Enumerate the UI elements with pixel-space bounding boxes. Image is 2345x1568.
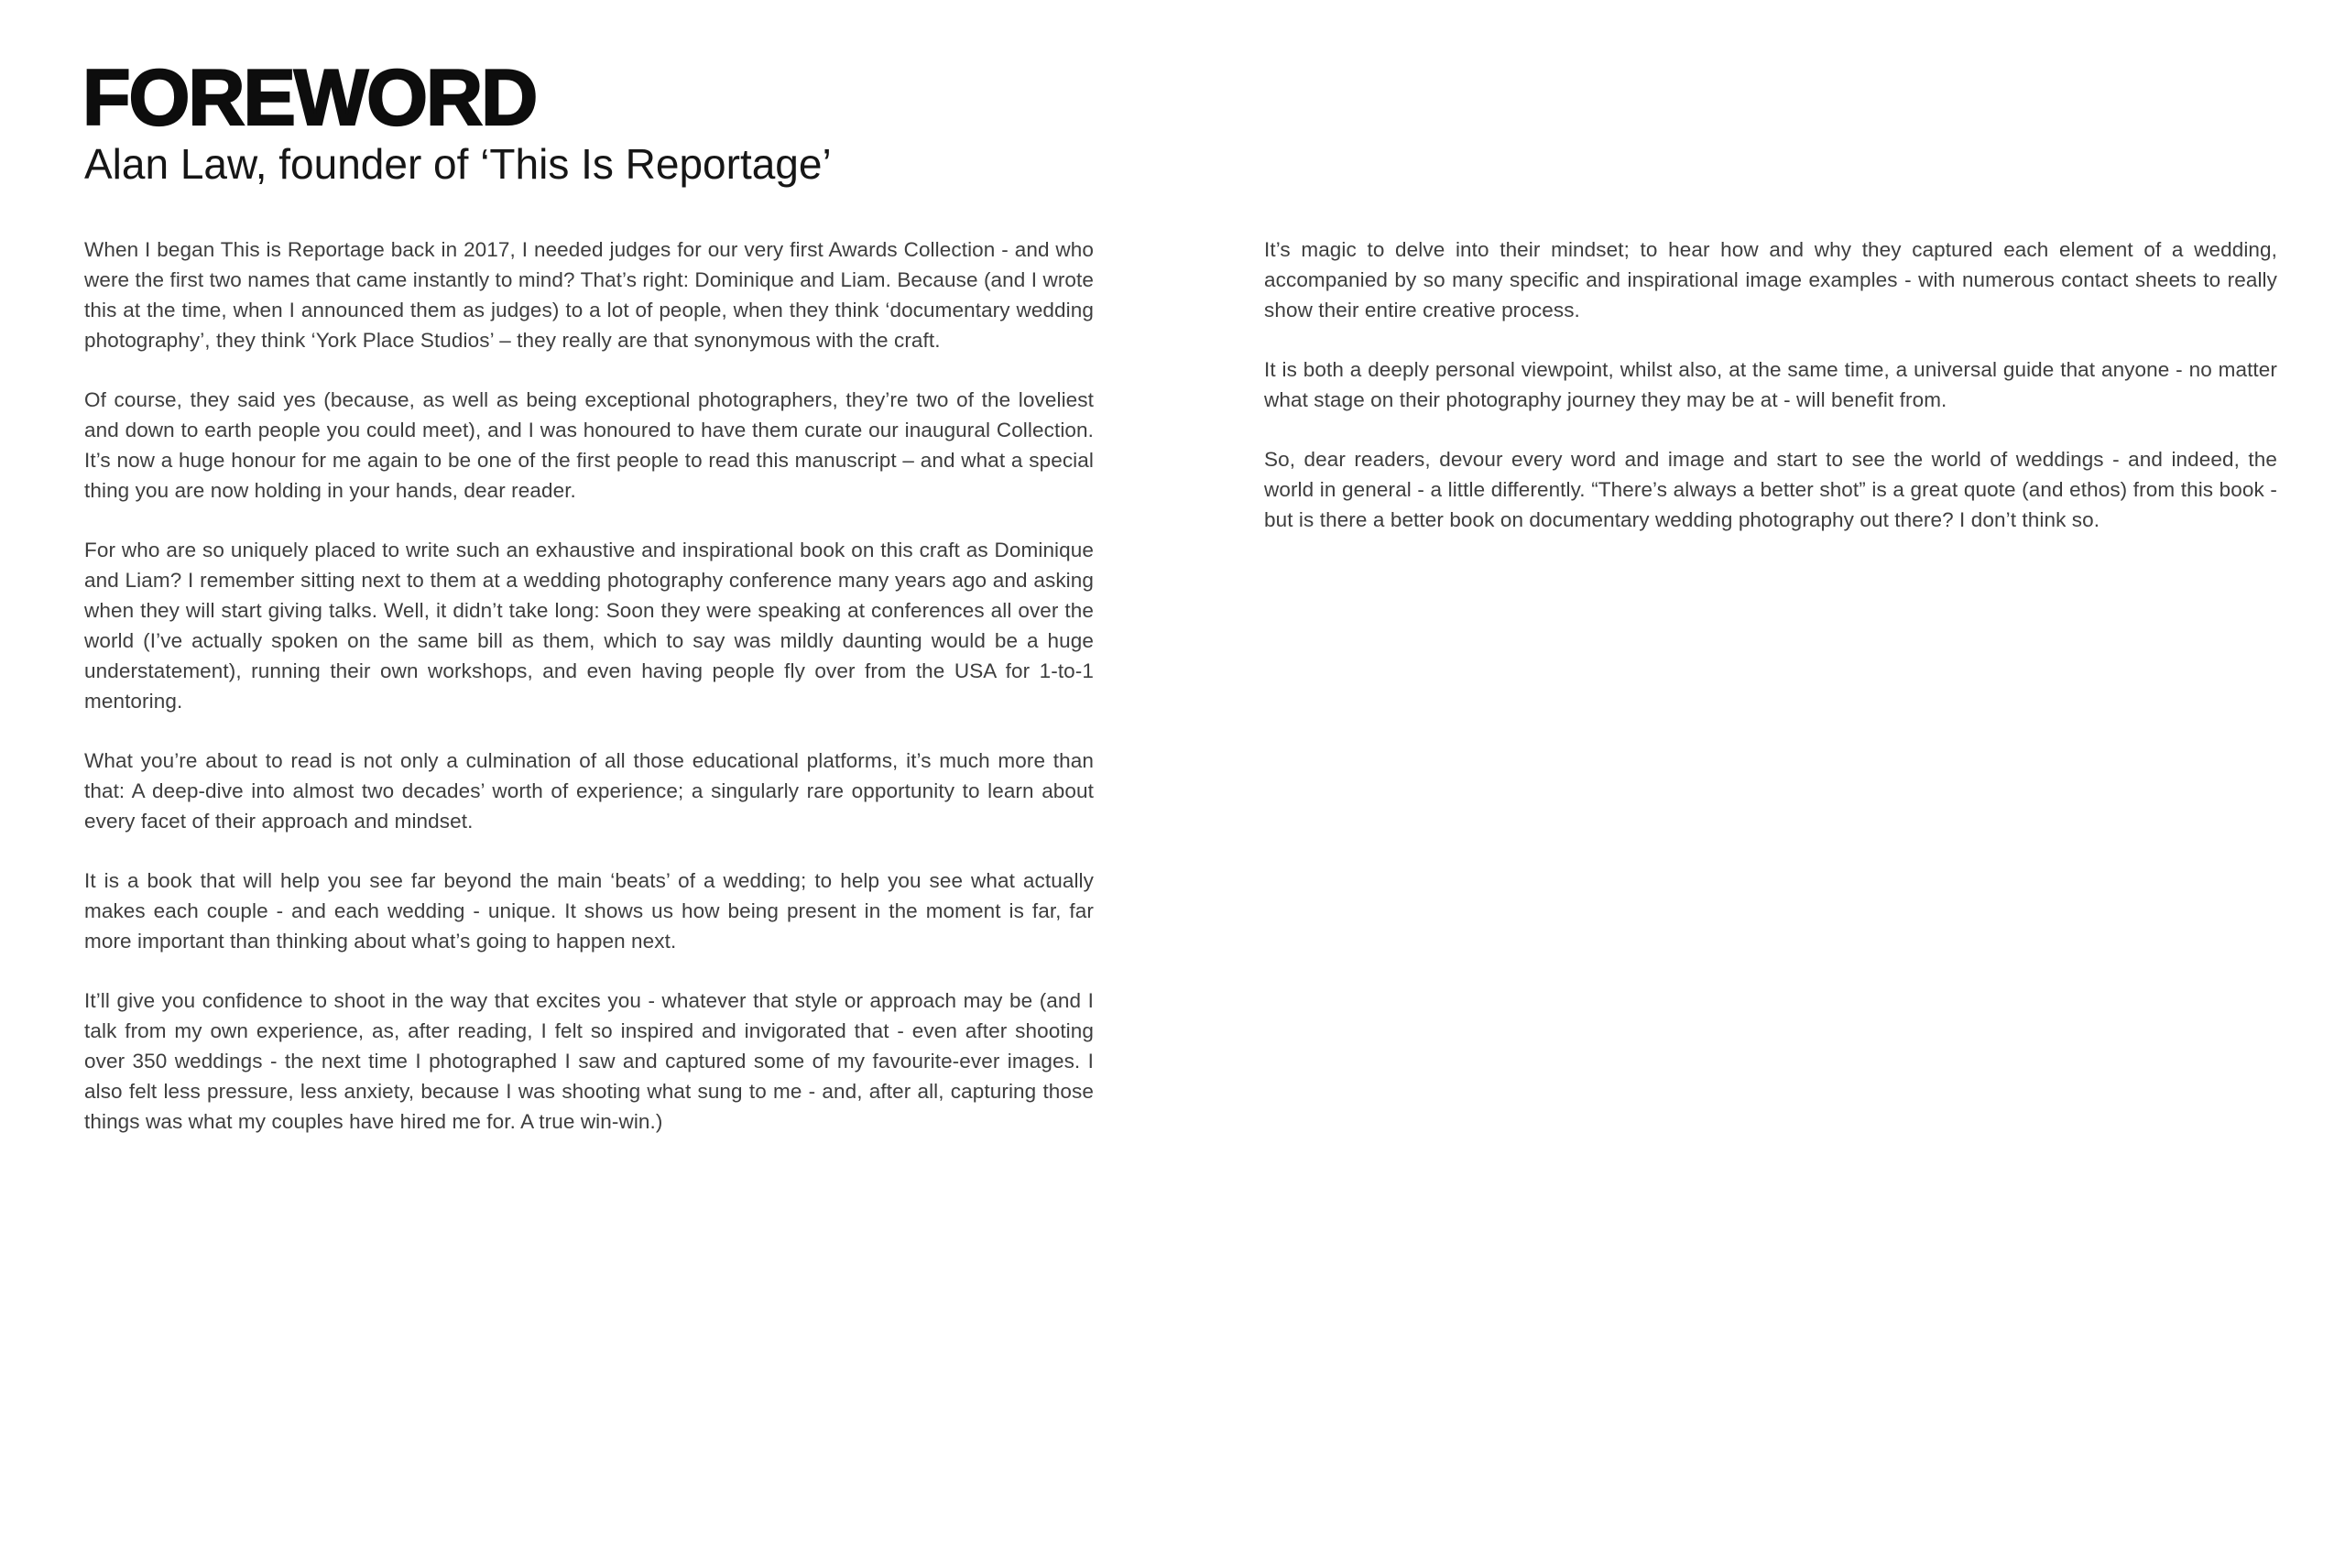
page-subtitle: Alan Law, founder of ‘This Is Reportage’ [84,140,832,188]
right-text-column [1264,234,2277,535]
paragraph: It’ll give you confidence to shoot in the way that excites you - whatever that style or approach may be (and I talk from my own experience, as, after reading, I felt so inspired and invigorated that - even after shooting over 350 weddings - the next time I photographed I saw and captured some of my favourite-ever images. I also felt less pressure, less anxiety, because I was shooting what sung to me - and, after all, capturing those things was what my couples have hired me for. A true win-win.) [84,989,1094,1133]
paragraph: When I began This is Reportage back in 2017, I needed judges for our very first Awards Collection - and who were the first two names that came instantly to mind? That’s right: Dominique and Liam. Because (and I wrote this at the time, when I announced them as judges) to a lot of people, when they think ‘documentary wedding photography’, they think ‘York Place Studios’ – they really are that synonymous with the craft. [84,238,1094,352]
paragraph: It is both a deeply personal viewpoint, whilst also, at the same time, a universal guide that anyone - no matter what stage on their photography journey they may be at - will benefit from. [1264,358,2277,411]
paragraph: So, dear readers, devour every word and image and start to see the world of weddings - and indeed, the world in general - a little differently. “There’s always a better shot” is a great quote (and ethos) from this book - but is there a better book on documentary wedding photography out there? I don’t think so. [1264,448,2277,531]
paragraph: For who are so uniquely placed to write such an exhaustive and inspirational book on this craft as Dominique and Liam? I remember sitting next to them at a wedding photography conference many years ago and asking when they will start giving talks. Well, it didn’t take long: Soon they were speaking at conferences all over the world (I’ve actually spoken on the same bill as them, which to say was mildly daunting would be a huge understatement), running their own workshops, and even having people fly over from the USA for 1-to-1 mentoring. [84,539,1094,713]
paragraph: Of course, they said yes (because, as well as being exceptional photographers, they’re two of the loveliest and down to earth people you could meet), and I was honoured to have them curate our inaugural Collection. It’s now a huge honour for me again to be one of the first people to read this manuscript – and what a special thing you are now holding in your hands, dear reader. [84,388,1094,502]
paragraph: What you’re about to read is not only a culmination of all those educational platforms, it’s much more than that: A deep-dive into almost two decades’ worth of experience; a singularly rare opportunity to learn about every facet of their approach and mindset. [84,749,1094,833]
paragraph: It is a book that will help you see far beyond the main ‘beats’ of a wedding; to help you see what actually makes each couple - and each wedding - unique. It shows us how being present in the moment is far, far more important than thinking about what’s going to happen next. [84,869,1094,953]
left-text-column [84,234,1094,1137]
paragraph: It’s magic to delve into their mindset; to hear how and why they captured each element of a wedding, accompanied by so many specific and inspirational image examples - with numerous contact sheets to really show their entire creative process. [1264,238,2277,321]
page-title: FOREWORD [82,54,537,142]
